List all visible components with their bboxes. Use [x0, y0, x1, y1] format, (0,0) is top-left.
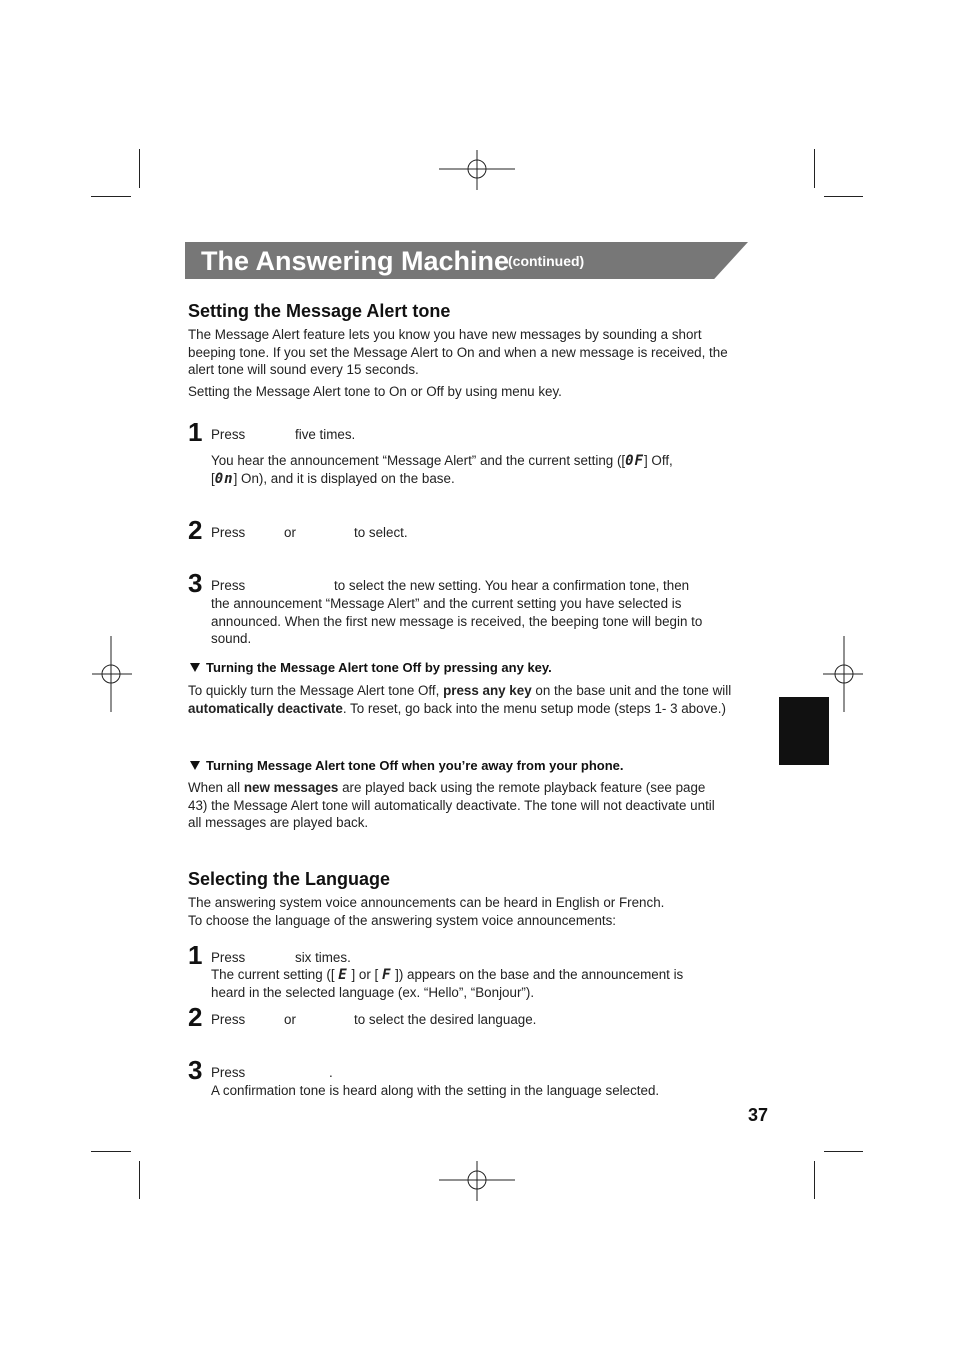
subsection-heading-text: Turning the Message Alert tone Off by pressing any key.	[206, 660, 552, 675]
registration-mark-bottom	[439, 1161, 515, 1201]
paragraph	[188, 682, 740, 717]
lcd-on-icon: 0n	[214, 471, 234, 487]
section-heading: Setting the Message Alert tone	[188, 301, 451, 321]
step-description: heard in the selected language (ex. “Hello”, “Bonjour”).	[211, 985, 535, 1000]
crop-mark	[824, 1151, 863, 1152]
step-text: Press	[211, 1065, 246, 1080]
step-text: Press	[211, 1012, 246, 1027]
step-number: 2	[188, 1002, 203, 1032]
crop-mark	[814, 149, 815, 188]
desc-text: ] On), and it is displayed on the base.	[233, 471, 455, 486]
step-number: 3	[188, 1055, 203, 1085]
step-text: to select the desired language.	[354, 1012, 537, 1027]
subsection-heading-text: Turning Message Alert tone Off when you’re away from your phone.	[206, 758, 624, 773]
step-text: five times.	[295, 427, 356, 442]
paragraph: The answering system voice announcements can be heard in English or French.	[188, 895, 665, 910]
step-text: or	[284, 525, 296, 540]
step-text: .	[329, 1065, 333, 1080]
desc-text: [	[211, 471, 215, 486]
lcd-e-icon: E	[338, 967, 348, 983]
page-subtitle: (continued)	[508, 253, 585, 269]
step-description	[211, 470, 455, 489]
registration-mark-right	[823, 636, 863, 712]
crop-mark	[91, 196, 131, 197]
text: on the base unit and the tone will	[531, 683, 732, 698]
step-text: to select.	[354, 525, 408, 540]
registration-mark-left	[92, 636, 132, 712]
step-text: to select the new setting. You hear a confirmation tone, then	[334, 578, 690, 593]
paragraph	[188, 779, 723, 832]
bold-text: new messages	[243, 780, 339, 795]
step-text: Press	[211, 950, 246, 965]
crop-mark	[139, 149, 140, 188]
desc-text: The current setting ([	[211, 967, 335, 982]
step-number: 3	[188, 568, 203, 598]
text: . To reset, go back into the menu setup mode (steps 1- 3 above.)	[342, 700, 726, 716]
page-title: The Answering Machine	[201, 246, 510, 276]
bold-text: automatically deactivate	[188, 700, 343, 716]
triangle-bullet-icon	[190, 663, 200, 672]
paragraph: Setting the Message Alert tone to On or Off by using menu key.	[188, 384, 562, 399]
text: are played back using the remote playback feature (see page 43) the Message Alert tone will automatically deactivate. The tone will not deactivate until all messages are played back.	[188, 780, 715, 830]
crop-mark	[824, 196, 863, 197]
step-text: Press	[211, 578, 246, 593]
crop-mark	[814, 1161, 815, 1199]
crop-mark	[91, 1151, 131, 1152]
section-tab	[779, 697, 829, 765]
desc-text: You hear the announcement “Message Alert” and the current setting ([	[211, 453, 626, 468]
triangle-bullet-icon	[190, 761, 200, 770]
section-heading: Selecting the Language	[188, 869, 391, 889]
text: To quickly turn the Message Alert tone Off,	[188, 683, 444, 698]
step-number: 2	[188, 515, 203, 545]
step-text: Press	[211, 427, 246, 442]
step-number: 1	[188, 417, 203, 447]
paragraph: The Message Alert feature lets you know you have new messages by sounding a short beeping tone. If you set the Message Alert to On and when a new message is received, the alert tone will sound every 15 seconds.	[188, 327, 728, 377]
lcd-off-icon: 0F	[625, 453, 644, 469]
step-description	[211, 452, 673, 471]
step-text: Press	[211, 525, 246, 540]
registration-mark-top	[439, 150, 515, 190]
text: When all	[188, 780, 244, 795]
bold-text: press any key	[443, 683, 532, 698]
desc-text: ] or [	[351, 967, 379, 982]
page-number: 37	[748, 1105, 769, 1125]
desc-text: ]) appears on the base and the announcement is	[395, 967, 684, 982]
crop-mark	[139, 1161, 140, 1199]
subsection-heading	[190, 757, 624, 774]
subsection-heading	[190, 659, 552, 676]
step-text: or	[284, 1012, 296, 1027]
paragraph: To choose the language of the answering system voice announcements:	[188, 913, 617, 928]
step-description: A confirmation tone is heard along with the setting in the language selected.	[211, 1083, 660, 1098]
step-text: six times.	[295, 950, 351, 965]
step-description	[211, 966, 683, 985]
step-number: 1	[188, 940, 203, 970]
desc-text: ] Off,	[643, 453, 673, 468]
step-description: the announcement “Message Alert” and the current setting you have selected is announced. When the first new message is received, the beeping tone will begin to sound.	[211, 596, 703, 646]
lcd-f-icon: F	[381, 967, 392, 983]
